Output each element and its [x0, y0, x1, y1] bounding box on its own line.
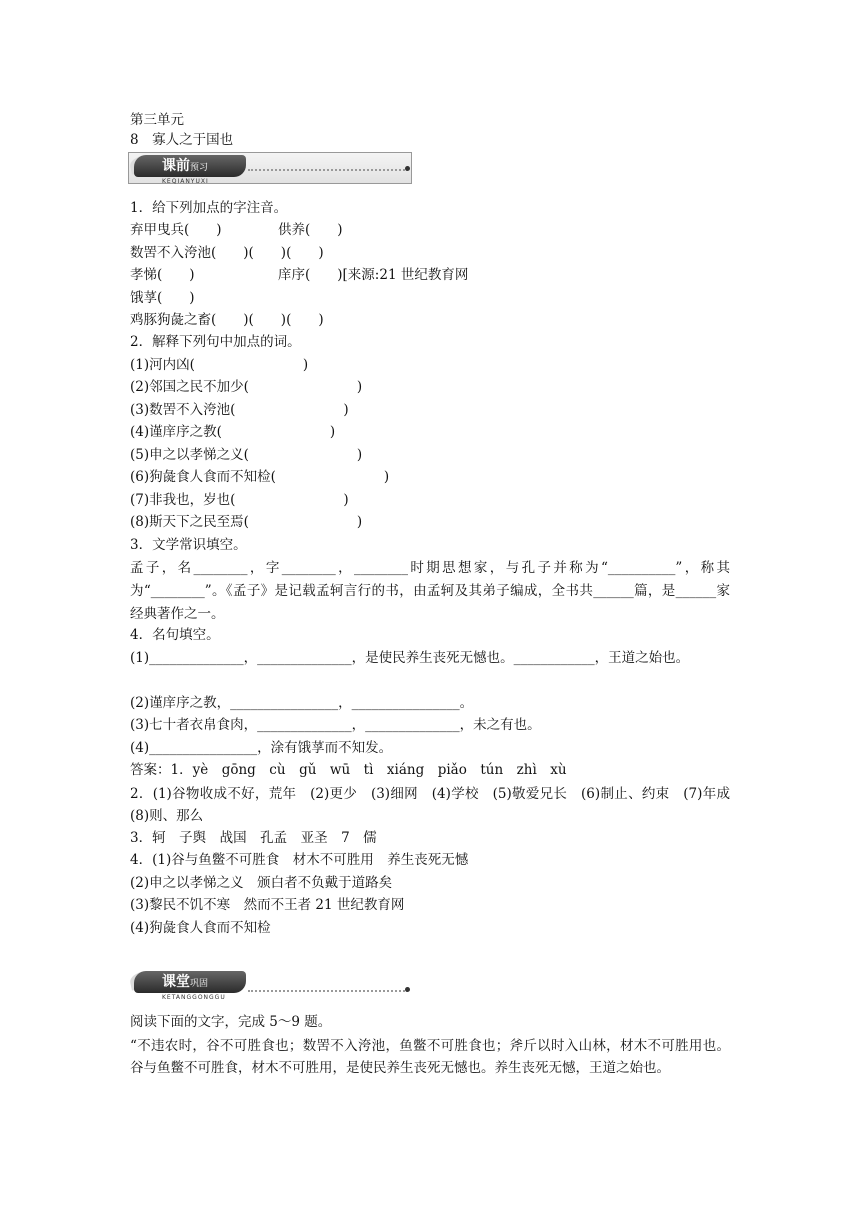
unit-title: 第三单元 — [130, 112, 184, 128]
q4-item2: (2)谨庠序之教，________________，________________。 — [130, 695, 474, 711]
q3-text: 孟子，名________，字________，________时期思想家，与孔子并称为“__________”，称其为“________”。《孟子》是记载孟轲言行的书，由孟轲及其弟子编成，全书共______篇，是______家经典著作之一。 — [130, 560, 730, 622]
answer-4: 4．(1)谷与鱼鳖不可胜食 材木不可胜用 养生丧死无憾 — [130, 852, 469, 868]
answer-1: 答案：1．yè gōng cù gǔ wū tì xiáng piǎo tún zhì xù — [130, 762, 567, 778]
banner-sublabel: 巩固 — [190, 979, 209, 989]
banner-label: 课前 — [162, 158, 190, 174]
answer-2: 2．(1)谷物收成不好，荒年 (2)更少 (3)细网 (4)学校 (5)敬爱兄长 (6)制止、约束 (7)年成 (8)则、那么 — [130, 786, 744, 824]
banner-sublabel: 预习 — [190, 163, 209, 173]
q2-item: (8)斯天下之民至焉( ) — [130, 514, 363, 530]
q4-item3: (3)七十者衣帛食肉，______________，______________，未之有也。 — [130, 717, 541, 733]
q1-line4: 饿莩( ) — [130, 290, 195, 306]
q1-line3b: 庠序( )[来源:21 世纪教育网 — [278, 267, 469, 283]
q2-item: (6)狗彘食人食而不知检( ) — [130, 469, 390, 485]
lesson-title: 8 寡人之于国也 — [130, 132, 234, 148]
q2-item: (3)数罟不入洿池( ) — [130, 402, 349, 418]
q4-item4: (4)________________，涂有饿莩而不知发。 — [130, 740, 393, 756]
q1-line5: 鸡豚狗彘之畜( )( )( ) — [130, 312, 324, 328]
answer-3: 3．轲 子舆 战国 孔孟 亚圣 7 儒 — [130, 830, 377, 846]
q1-line1a: 弃甲曳兵( ) — [130, 222, 222, 238]
banner-pinyin: KEQIANYUXI — [162, 178, 209, 185]
answer-5: (2)申之以孝悌之义 颁白者不负戴于道路矣 — [130, 875, 393, 891]
q4-title: 4．名句填空。 — [130, 627, 220, 643]
q2-item: (5)申之以孝悌之义( ) — [130, 447, 363, 463]
q1-line3a: 孝悌( ) — [130, 267, 195, 283]
q4-item1: (1)______________，______________，是使民养生丧死无憾也。____________，王道之始也。 — [130, 650, 690, 666]
banner-pinyin: KETANGGONGGU — [162, 994, 226, 1001]
q2-item: (7)非我也，岁也( ) — [130, 492, 349, 508]
answer-6: (3)黎民不饥不寒 然而不王者 21 世纪教育网 — [130, 897, 405, 913]
q2-item: (4)谨庠序之教( ) — [130, 424, 336, 440]
preview-banner — [128, 152, 412, 186]
q2-item: (1)河内凶( ) — [130, 357, 309, 373]
q2-item: (2)邻国之民不加少( ) — [130, 379, 363, 395]
q3-title: 3．文学常识填空。 — [130, 537, 247, 553]
q1-line1b: 供养( ) — [278, 222, 343, 238]
q2-title: 2．解释下列句中加点的词。 — [130, 334, 301, 350]
classroom-banner — [128, 968, 412, 1002]
q1-line2: 数罟不入洿池( )( )( ) — [130, 245, 324, 261]
q1-title: 1．给下列加点的字注音。 — [130, 200, 288, 216]
answer-7: (4)狗彘食人食而不知检 — [130, 920, 271, 936]
reading-passage: “不违农时，谷不可胜食也；数罟不入洿池，鱼鳖不可胜食也；斧斤以时入山林，材木不可胜用也。谷与鱼鳖不可胜食，材木不可胜用，是使民养生丧死无憾也。养生丧死无憾，王道之始也。 — [130, 1038, 730, 1076]
banner-label: 课堂 — [162, 974, 190, 990]
reading-intro: 阅读下面的文字，完成 5～9 题。 — [130, 1014, 332, 1030]
